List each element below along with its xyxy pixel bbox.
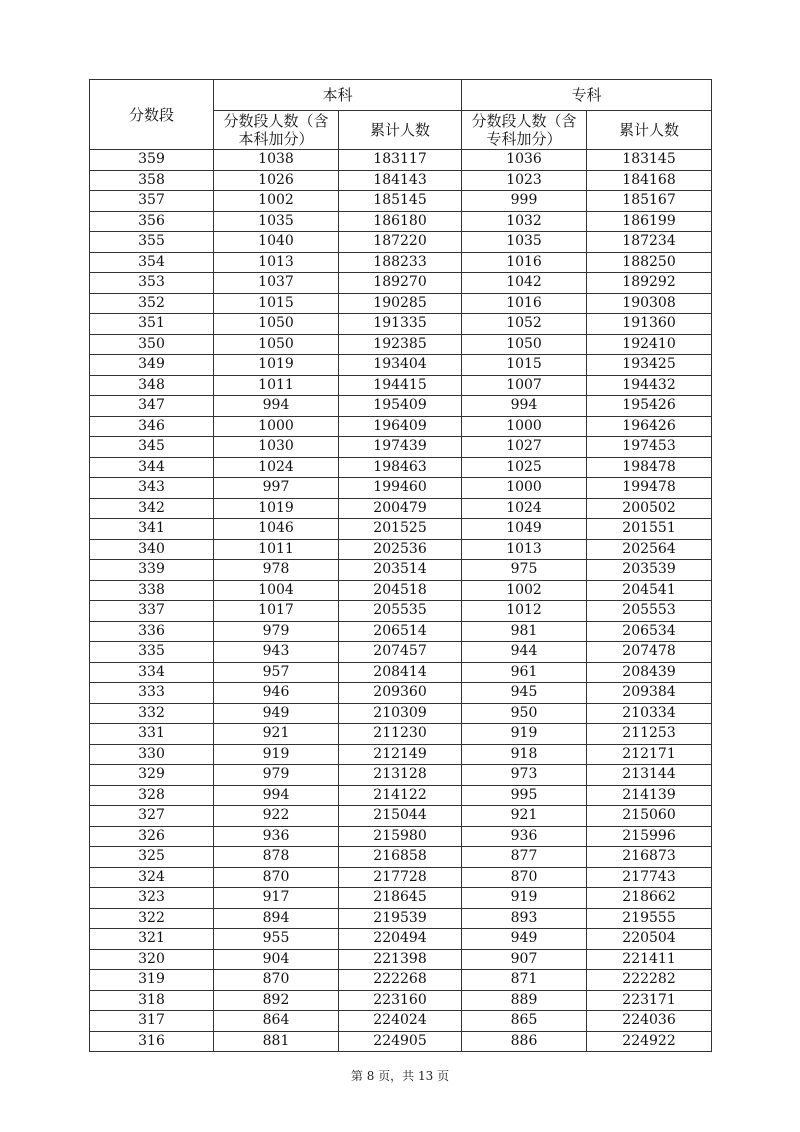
college-count-cell: 950 <box>462 703 587 724</box>
undergrad-count-cell: 957 <box>214 662 339 683</box>
college-cumulative-cell: 206534 <box>587 621 712 642</box>
college-count-cell: 918 <box>462 744 587 765</box>
score-cell: 333 <box>90 683 214 704</box>
college-cumulative-cell: 192410 <box>587 334 712 355</box>
table-row <box>90 478 712 499</box>
college-count-cell: 919 <box>462 888 587 909</box>
undergrad-count-cell: 864 <box>214 1011 339 1032</box>
score-cell: 317 <box>90 1011 214 1032</box>
undergrad-cumulative-cell: 186180 <box>339 211 462 232</box>
score-cell: 354 <box>90 252 214 273</box>
score-cell: 318 <box>90 990 214 1011</box>
score-cell: 343 <box>90 478 214 499</box>
undergrad-count-cell: 949 <box>214 703 339 724</box>
college-cumulative-cell: 201551 <box>587 519 712 540</box>
undergrad-cumulative-cell: 217728 <box>339 867 462 888</box>
score-cell: 329 <box>90 765 214 786</box>
undergrad-cumulative-cell: 210309 <box>339 703 462 724</box>
table-row <box>90 642 712 663</box>
undergrad-count-cell: 997 <box>214 478 339 499</box>
college-cumulative-cell: 190308 <box>587 293 712 314</box>
undergrad-count-cell: 1050 <box>214 334 339 355</box>
score-cell: 323 <box>90 888 214 909</box>
table-row <box>90 888 712 909</box>
undergrad-cumulative-cell: 193404 <box>339 355 462 376</box>
college-count-cell: 1023 <box>462 170 587 191</box>
score-cell: 340 <box>90 539 214 560</box>
college-cumulative-cell: 214139 <box>587 785 712 806</box>
undergrad-cumulative-cell: 194415 <box>339 375 462 396</box>
undergrad-cumulative-cell: 209360 <box>339 683 462 704</box>
college-count-cell: 975 <box>462 560 587 581</box>
undergrad-cumulative-cell: 203514 <box>339 560 462 581</box>
score-cell: 341 <box>90 519 214 540</box>
undergrad-count-cell: 922 <box>214 806 339 827</box>
undergrad-count-cell: 894 <box>214 908 339 929</box>
college-count-cell: 865 <box>462 1011 587 1032</box>
score-cell: 326 <box>90 826 214 847</box>
college-cumulative-cell: 215996 <box>587 826 712 847</box>
college-cumulative-cell: 222282 <box>587 970 712 991</box>
college-count-cell: 919 <box>462 724 587 745</box>
undergrad-cumulative-cell: 218645 <box>339 888 462 909</box>
table-row <box>90 703 712 724</box>
footer-suffix: 页 <box>437 1069 450 1083</box>
undergrad-count-cell: 1040 <box>214 232 339 253</box>
undergrad-count-cell: 1002 <box>214 191 339 212</box>
undergrad-cumulative-cell: 224905 <box>339 1031 462 1052</box>
college-cumulative-cell: 184168 <box>587 170 712 191</box>
college-count-cell: 871 <box>462 970 587 991</box>
table-row <box>90 826 712 847</box>
score-cell: 359 <box>90 150 214 171</box>
college-count-cell: 995 <box>462 785 587 806</box>
undergrad-count-cell: 1017 <box>214 601 339 622</box>
score-cell: 321 <box>90 929 214 950</box>
undergrad-cumulative-cell: 215044 <box>339 806 462 827</box>
college-cumulative-header: 累计人数 <box>587 111 712 150</box>
score-cell: 337 <box>90 601 214 622</box>
score-cell: 339 <box>90 560 214 581</box>
undergrad-cumulative-cell: 207457 <box>339 642 462 663</box>
score-cell: 334 <box>90 662 214 683</box>
college-cumulative-cell: 204541 <box>587 580 712 601</box>
table-row <box>90 847 712 868</box>
undergrad-count-cell: 1035 <box>214 211 339 232</box>
undergrad-cumulative-cell: 190285 <box>339 293 462 314</box>
table-row <box>90 683 712 704</box>
college-count-cell: 1027 <box>462 437 587 458</box>
undergrad-count-cell: 921 <box>214 724 339 745</box>
college-count-cell: 981 <box>462 621 587 642</box>
table-row <box>90 293 712 314</box>
college-group-header: 专科 <box>462 80 712 111</box>
undergrad-count-cell: 917 <box>214 888 339 909</box>
table-row <box>90 806 712 827</box>
undergrad-count-cell: 1019 <box>214 498 339 519</box>
college-cumulative-cell: 221411 <box>587 949 712 970</box>
college-count-cell: 1050 <box>462 334 587 355</box>
undergrad-cumulative-cell: 222268 <box>339 970 462 991</box>
undergrad-cumulative-cell: 198463 <box>339 457 462 478</box>
undergrad-cumulative-cell: 212149 <box>339 744 462 765</box>
score-cell: 335 <box>90 642 214 663</box>
college-cumulative-cell: 220504 <box>587 929 712 950</box>
college-cumulative-cell: 186199 <box>587 211 712 232</box>
undergrad-cumulative-cell: 201525 <box>339 519 462 540</box>
college-count-cell: 1042 <box>462 273 587 294</box>
footer-prefix: 第 <box>350 1069 363 1083</box>
undergrad-cumulative-cell: 215980 <box>339 826 462 847</box>
table-row <box>90 273 712 294</box>
college-cumulative-cell: 219555 <box>587 908 712 929</box>
undergrad-group-header: 本科 <box>214 80 462 111</box>
table-row <box>90 560 712 581</box>
college-count-cell: 961 <box>462 662 587 683</box>
college-count-cell: 1000 <box>462 478 587 499</box>
score-cell: 355 <box>90 232 214 253</box>
score-cell: 324 <box>90 867 214 888</box>
college-cumulative-cell: 209384 <box>587 683 712 704</box>
table-row <box>90 416 712 437</box>
score-cell: 357 <box>90 191 214 212</box>
undergrad-count-cell: 1050 <box>214 314 339 335</box>
table-row <box>90 1031 712 1052</box>
college-cumulative-cell: 224036 <box>587 1011 712 1032</box>
college-count-cell: 886 <box>462 1031 587 1052</box>
undergrad-count-cell: 919 <box>214 744 339 765</box>
college-cumulative-cell: 211253 <box>587 724 712 745</box>
college-cumulative-cell: 196426 <box>587 416 712 437</box>
score-cell: 351 <box>90 314 214 335</box>
college-cumulative-cell: 224922 <box>587 1031 712 1052</box>
college-count-cell: 1007 <box>462 375 587 396</box>
page-footer <box>0 1067 800 1084</box>
score-cell: 336 <box>90 621 214 642</box>
table-header <box>90 80 712 150</box>
undergrad-cumulative-cell: 213128 <box>339 765 462 786</box>
undergrad-cumulative-cell: 202536 <box>339 539 462 560</box>
undergrad-cumulative-cell: 187220 <box>339 232 462 253</box>
table-row <box>90 929 712 950</box>
college-cumulative-cell: 218662 <box>587 888 712 909</box>
college-count-cell: 1016 <box>462 252 587 273</box>
undergrad-count-cell: 1026 <box>214 170 339 191</box>
college-count-cell: 1015 <box>462 355 587 376</box>
college-count-cell: 1036 <box>462 150 587 171</box>
undergrad-count-cell: 1011 <box>214 539 339 560</box>
college-cumulative-cell: 183145 <box>587 150 712 171</box>
undergrad-cumulative-cell: 205535 <box>339 601 462 622</box>
table-row <box>90 867 712 888</box>
college-cumulative-cell: 193425 <box>587 355 712 376</box>
college-count-cell: 1032 <box>462 211 587 232</box>
college-cumulative-cell: 194432 <box>587 375 712 396</box>
table-row <box>90 580 712 601</box>
score-cell: 338 <box>90 580 214 601</box>
table-row <box>90 314 712 335</box>
undergrad-cumulative-cell: 219539 <box>339 908 462 929</box>
college-count-cell: 889 <box>462 990 587 1011</box>
college-count-cell: 1024 <box>462 498 587 519</box>
score-cell: 330 <box>90 744 214 765</box>
table-row <box>90 785 712 806</box>
table-row <box>90 396 712 417</box>
table-row <box>90 519 712 540</box>
undergrad-count-cell: 955 <box>214 929 339 950</box>
table-row <box>90 150 712 171</box>
college-cumulative-cell: 215060 <box>587 806 712 827</box>
college-count-cell: 907 <box>462 949 587 970</box>
undergrad-count-cell: 1015 <box>214 293 339 314</box>
college-cumulative-cell: 216873 <box>587 847 712 868</box>
footer-mid: 页，共 <box>378 1069 415 1083</box>
undergrad-cumulative-cell: 189270 <box>339 273 462 294</box>
undergrad-cumulative-cell: 183117 <box>339 150 462 171</box>
undergrad-cumulative-cell: 192385 <box>339 334 462 355</box>
college-count-cell: 994 <box>462 396 587 417</box>
score-cell: 327 <box>90 806 214 827</box>
table-row <box>90 601 712 622</box>
undergrad-count-cell: 943 <box>214 642 339 663</box>
score-cell: 322 <box>90 908 214 929</box>
college-cumulative-cell: 195426 <box>587 396 712 417</box>
undergrad-count-cell: 892 <box>214 990 339 1011</box>
college-count-cell: 1049 <box>462 519 587 540</box>
undergrad-count-header: 分数段人数（含本科加分） <box>214 111 339 150</box>
undergrad-count-cell: 946 <box>214 683 339 704</box>
undergrad-count-cell: 881 <box>214 1031 339 1052</box>
undergrad-count-cell: 1013 <box>214 252 339 273</box>
undergrad-count-cell: 878 <box>214 847 339 868</box>
undergrad-cumulative-cell: 223160 <box>339 990 462 1011</box>
college-count-cell: 1013 <box>462 539 587 560</box>
undergrad-count-cell: 1037 <box>214 273 339 294</box>
score-cell: 348 <box>90 375 214 396</box>
undergrad-cumulative-cell: 191335 <box>339 314 462 335</box>
college-count-cell: 877 <box>462 847 587 868</box>
college-cumulative-cell: 189292 <box>587 273 712 294</box>
college-cumulative-cell: 188250 <box>587 252 712 273</box>
table-row <box>90 949 712 970</box>
footer-page-number: 8 <box>366 1069 375 1083</box>
college-count-cell: 973 <box>462 765 587 786</box>
score-cell: 320 <box>90 949 214 970</box>
college-cumulative-cell: 205553 <box>587 601 712 622</box>
college-count-cell: 1000 <box>462 416 587 437</box>
undergrad-count-cell: 979 <box>214 621 339 642</box>
undergrad-cumulative-cell: 220494 <box>339 929 462 950</box>
table-row <box>90 724 712 745</box>
table-row <box>90 211 712 232</box>
college-count-cell: 949 <box>462 929 587 950</box>
score-cell: 328 <box>90 785 214 806</box>
table-row <box>90 498 712 519</box>
college-cumulative-cell: 185167 <box>587 191 712 212</box>
undergrad-count-cell: 1004 <box>214 580 339 601</box>
table-row <box>90 1011 712 1032</box>
college-count-cell: 1052 <box>462 314 587 335</box>
undergrad-count-cell: 1000 <box>214 416 339 437</box>
undergrad-count-cell: 1030 <box>214 437 339 458</box>
undergrad-count-cell: 936 <box>214 826 339 847</box>
score-cell: 332 <box>90 703 214 724</box>
college-cumulative-cell: 199478 <box>587 478 712 499</box>
college-count-cell: 944 <box>462 642 587 663</box>
score-column-header: 分数段 <box>90 80 214 150</box>
undergrad-cumulative-cell: 221398 <box>339 949 462 970</box>
college-count-cell: 893 <box>462 908 587 929</box>
college-cumulative-cell: 187234 <box>587 232 712 253</box>
undergrad-cumulative-cell: 188233 <box>339 252 462 273</box>
table-row <box>90 232 712 253</box>
table-row <box>90 334 712 355</box>
college-count-cell: 870 <box>462 867 587 888</box>
table-body <box>90 150 712 1052</box>
undergrad-count-cell: 904 <box>214 949 339 970</box>
undergrad-cumulative-cell: 214122 <box>339 785 462 806</box>
undergrad-count-cell: 1019 <box>214 355 339 376</box>
college-count-header: 分数段人数（含专科加分） <box>462 111 587 150</box>
college-cumulative-cell: 191360 <box>587 314 712 335</box>
undergrad-count-cell: 979 <box>214 765 339 786</box>
score-cell: 344 <box>90 457 214 478</box>
table-row <box>90 375 712 396</box>
score-cell: 347 <box>90 396 214 417</box>
undergrad-cumulative-cell: 200479 <box>339 498 462 519</box>
college-cumulative-cell: 198478 <box>587 457 712 478</box>
score-cell: 319 <box>90 970 214 991</box>
college-cumulative-cell: 202564 <box>587 539 712 560</box>
college-count-cell: 1002 <box>462 580 587 601</box>
score-cell: 342 <box>90 498 214 519</box>
score-cell: 316 <box>90 1031 214 1052</box>
score-cell: 331 <box>90 724 214 745</box>
college-cumulative-cell: 197453 <box>587 437 712 458</box>
score-cell: 352 <box>90 293 214 314</box>
undergrad-count-cell: 978 <box>214 560 339 581</box>
footer-total-pages: 13 <box>418 1069 434 1083</box>
college-cumulative-cell: 213144 <box>587 765 712 786</box>
college-count-cell: 936 <box>462 826 587 847</box>
college-cumulative-cell: 223171 <box>587 990 712 1011</box>
undergrad-cumulative-cell: 185145 <box>339 191 462 212</box>
undergrad-count-cell: 1038 <box>214 150 339 171</box>
table-row <box>90 908 712 929</box>
undergrad-cumulative-cell: 208414 <box>339 662 462 683</box>
table-row <box>90 621 712 642</box>
undergrad-cumulative-header: 累计人数 <box>339 111 462 150</box>
college-cumulative-cell: 207478 <box>587 642 712 663</box>
score-cell: 325 <box>90 847 214 868</box>
score-cell: 345 <box>90 437 214 458</box>
college-count-cell: 1012 <box>462 601 587 622</box>
college-cumulative-cell: 208439 <box>587 662 712 683</box>
college-cumulative-cell: 210334 <box>587 703 712 724</box>
table-row <box>90 170 712 191</box>
score-cell: 353 <box>90 273 214 294</box>
table-row <box>90 970 712 991</box>
score-cell: 349 <box>90 355 214 376</box>
college-count-cell: 999 <box>462 191 587 212</box>
undergrad-count-cell: 870 <box>214 970 339 991</box>
undergrad-cumulative-cell: 184143 <box>339 170 462 191</box>
undergrad-cumulative-cell: 206514 <box>339 621 462 642</box>
undergrad-count-cell: 994 <box>214 396 339 417</box>
undergrad-cumulative-cell: 204518 <box>339 580 462 601</box>
undergrad-cumulative-cell: 216858 <box>339 847 462 868</box>
undergrad-count-cell: 1046 <box>214 519 339 540</box>
undergrad-cumulative-cell: 199460 <box>339 478 462 499</box>
score-cell: 350 <box>90 334 214 355</box>
college-count-cell: 1025 <box>462 457 587 478</box>
score-cell: 346 <box>90 416 214 437</box>
undergrad-count-cell: 1024 <box>214 457 339 478</box>
college-cumulative-cell: 200502 <box>587 498 712 519</box>
college-count-cell: 1035 <box>462 232 587 253</box>
score-distribution-table <box>89 79 712 1052</box>
undergrad-count-cell: 870 <box>214 867 339 888</box>
table-row <box>90 744 712 765</box>
undergrad-cumulative-cell: 196409 <box>339 416 462 437</box>
table-row <box>90 765 712 786</box>
score-cell: 356 <box>90 211 214 232</box>
table-row <box>90 191 712 212</box>
score-cell: 358 <box>90 170 214 191</box>
table-row <box>90 539 712 560</box>
college-count-cell: 945 <box>462 683 587 704</box>
college-count-cell: 921 <box>462 806 587 827</box>
table-row <box>90 662 712 683</box>
undergrad-count-cell: 1011 <box>214 375 339 396</box>
undergrad-count-cell: 994 <box>214 785 339 806</box>
table-row <box>90 990 712 1011</box>
table-row <box>90 457 712 478</box>
table-row <box>90 252 712 273</box>
college-cumulative-cell: 217743 <box>587 867 712 888</box>
college-count-cell: 1016 <box>462 293 587 314</box>
college-cumulative-cell: 212171 <box>587 744 712 765</box>
table-row <box>90 355 712 376</box>
undergrad-cumulative-cell: 224024 <box>339 1011 462 1032</box>
undergrad-cumulative-cell: 211230 <box>339 724 462 745</box>
college-cumulative-cell: 203539 <box>587 560 712 581</box>
undergrad-cumulative-cell: 195409 <box>339 396 462 417</box>
table-row <box>90 437 712 458</box>
undergrad-cumulative-cell: 197439 <box>339 437 462 458</box>
